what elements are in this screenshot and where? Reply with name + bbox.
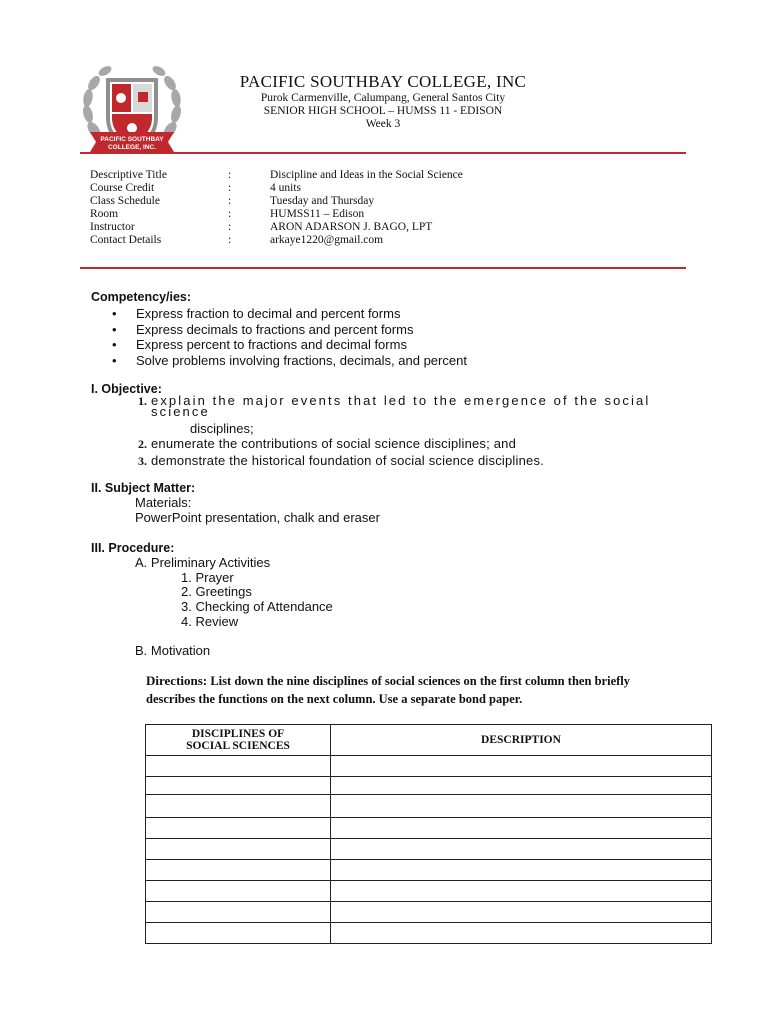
directions-paragraph [146, 672, 630, 708]
table-row [146, 839, 712, 860]
objective-item-1: 1. explain the major events that led to the emergence of the social science [138, 393, 651, 419]
table-cell[interactable] [331, 881, 712, 902]
disciplines-table [145, 724, 712, 944]
svg-text:COLLEGE, INC.: COLLEGE, INC. [107, 144, 157, 151]
info-value: ARON ADARSON J. BAGO, LPT [270, 221, 433, 233]
college-address: Purok Carmenville, Calumpang, General Santos City [260, 92, 506, 104]
bullet-icon: • [112, 321, 117, 337]
program-line: SENIOR HIGH SCHOOL – HUMSS 11 - EDISON [263, 105, 503, 117]
info-label: Class Schedule [90, 195, 160, 207]
table-row [146, 923, 712, 944]
table-cell[interactable] [331, 902, 712, 923]
directions-label: Directions: [146, 673, 208, 688]
table-cell[interactable] [146, 818, 331, 839]
list-item: • Express fraction to decimal and percent forms [112, 306, 401, 321]
procedure-heading: III. Procedure: [91, 541, 175, 555]
info-label: Course Credit [90, 182, 155, 194]
table-cell[interactable] [146, 923, 331, 944]
table-row [146, 756, 712, 777]
info-label: Contact Details [90, 234, 162, 246]
table-header-row [146, 725, 712, 756]
materials-label: Materials: [135, 495, 192, 510]
competencies-heading: Competency/ies: [91, 290, 192, 304]
letterhead [200, 72, 566, 131]
table-row [146, 818, 712, 839]
bullet-icon: • [112, 337, 117, 352]
list-item: • Express decimals to fractions and percent forms [112, 321, 414, 337]
objective-item-2: 2. enumerate the contributions of social science disciplines; and [138, 436, 517, 451]
info-separator: : [228, 195, 232, 207]
table-row [146, 795, 712, 818]
info-separator: : [228, 169, 232, 181]
column-header-disciplines: DISCIPLINES OF SOCIAL SCIENCES [146, 725, 331, 756]
activity-item: 3. Checking of Attendance [181, 599, 333, 614]
info-label: Instructor [90, 221, 135, 233]
list-item: • Express percent to fractions and decimal forms [112, 337, 407, 352]
info-value: arkaye1220@gmail.com [270, 234, 384, 246]
table-cell[interactable] [331, 795, 712, 818]
table-cell[interactable] [146, 839, 331, 860]
table-row [146, 902, 712, 923]
table-row [146, 881, 712, 902]
info-value: 4 units [270, 182, 301, 194]
bullet-icon: • [112, 306, 117, 321]
info-separator: : [228, 221, 232, 233]
info-label: Descriptive Title [90, 169, 167, 181]
activity-item: 4. Review [181, 614, 239, 629]
college-name: PACIFIC SOUTHBAY COLLEGE, INC [239, 72, 527, 91]
table-cell[interactable] [331, 839, 712, 860]
activity-item: 2. Greetings [181, 584, 252, 599]
competency-list [112, 306, 467, 368]
materials-list: PowerPoint presentation, chalk and eraser [135, 510, 380, 525]
info-value: Tuesday and Thursday [270, 195, 375, 207]
table-cell[interactable] [331, 777, 712, 795]
motivation-label: B. Motivation [135, 643, 211, 658]
objective-item-1-cont: disciplines; [190, 421, 254, 436]
table-cell[interactable] [146, 756, 331, 777]
college-seal-logo [78, 60, 186, 160]
info-label: Room [90, 208, 119, 220]
table-cell[interactable] [331, 923, 712, 944]
table-row [146, 860, 712, 881]
table-row [146, 777, 712, 795]
week-label: Week 3 [365, 118, 401, 130]
table-cell[interactable] [146, 795, 331, 818]
directions-text: List down the nine disciplines of social sciences on the first column then briefly describes the functions on the next column. Use a separate bond paper. [146, 674, 630, 706]
table-cell[interactable] [331, 818, 712, 839]
info-divider [80, 267, 686, 269]
info-separator: : [228, 182, 232, 194]
table-cell[interactable] [146, 881, 331, 902]
subject-matter-heading: II. Subject Matter: [91, 481, 196, 495]
table-cell[interactable] [331, 860, 712, 881]
table-cell[interactable] [331, 756, 712, 777]
column-header-description: DESCRIPTION [331, 725, 712, 756]
objective-item-3: 3. demonstrate the historical foundation of social science disciplines. [138, 453, 544, 468]
table-cell[interactable] [146, 902, 331, 923]
table-cell[interactable] [146, 860, 331, 881]
info-separator: : [228, 208, 232, 220]
info-value: HUMSS11 – Edison [270, 208, 365, 220]
activity-item: 1. Prayer [181, 570, 234, 585]
bullet-icon: • [112, 352, 117, 368]
info-separator: : [228, 234, 232, 246]
info-value: Discipline and Ideas in the Social Science [270, 169, 463, 181]
preliminary-activities: A. Preliminary Activities [135, 555, 271, 570]
table-cell[interactable] [146, 777, 331, 795]
header-divider [80, 152, 686, 154]
objective-heading: I. Objective: [91, 382, 162, 396]
svg-text:PACIFIC SOUTHBAY: PACIFIC SOUTHBAY [100, 136, 164, 143]
list-item: • Solve problems involving fractions, decimals, and percent [112, 352, 467, 368]
